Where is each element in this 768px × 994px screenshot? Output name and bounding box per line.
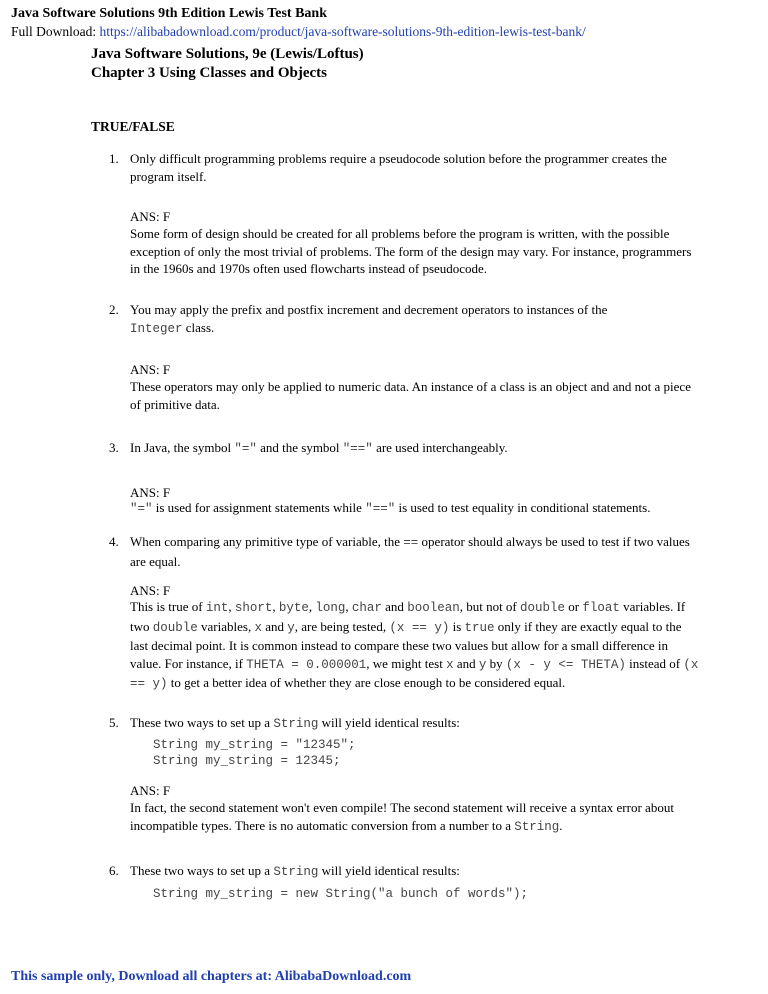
answer-label: ANS: F <box>130 362 171 377</box>
answer-explanation: These operators may only be applied to numeric data. An instance of a class is an object and and not a piece of primitive data. <box>130 379 691 412</box>
banner-title: Java Software Solutions 9th Edition Lewis Test Bank <box>11 6 327 21</box>
answer-explanation: In fact, the second statement won't even compile! The second statement will receive a syntax error about incompatible types. There is no automatic conversion from a number to a String. <box>130 800 674 834</box>
answer-explanation: Some form of design should be created for all problems before the program is written, with the possible exception of only the most trivial of problems. The form of the design may vary. For instance, programmers in the 1960s and 1970s often used flowcharts instead of pseudocode. <box>130 226 692 276</box>
question-number: 4. <box>109 534 119 549</box>
chapter-title: Chapter 3 Using Classes and Objects <box>91 65 327 81</box>
code-inline: Integer <box>130 321 183 336</box>
section-heading: TRUE/FALSE <box>91 119 175 134</box>
question-text: Only difficult programming problems require a pseudocode solution before the programmer creates the program itself. <box>130 151 667 184</box>
question-text: When comparing any primitive type of variable, the == operator should always be used to test if two values are equal. <box>130 534 690 569</box>
question-number: 5. <box>109 715 119 730</box>
question-text: You may apply the prefix and postfix increment and decrement operators to instances of the Integer class. <box>130 302 608 336</box>
question-number: 1. <box>109 151 119 166</box>
code-line: String my_string = "12345"; <box>153 738 356 752</box>
answer-label: ANS: F <box>130 485 171 500</box>
code-line: String my_string = 12345; <box>153 754 341 768</box>
answer-label: ANS: F <box>130 583 171 598</box>
question-text: These two ways to set up a String will yield identical results: <box>130 715 460 731</box>
question-text: In Java, the symbol "=" and the symbol "==" are used interchangeably. <box>130 440 508 456</box>
code-line: String my_string = new String("a bunch of words"); <box>153 887 529 901</box>
answer-label: ANS: F <box>130 209 171 224</box>
question-number: 3. <box>109 440 119 455</box>
document-heading <box>91 45 364 83</box>
answer-explanation: "=" is used for assignment statements while "==" is used to test equality in conditional statements. <box>130 500 651 516</box>
question-number: 6. <box>109 863 119 878</box>
footer-download-link[interactable]: This sample only, Download all chapters at: AlibabaDownload.com <box>11 969 412 984</box>
download-link[interactable]: https://alibabadownload.com/product/java-software-solutions-9th-edition-lewis-test-bank/ <box>99 24 586 39</box>
download-label: Full Download: <box>11 24 100 39</box>
book-title: Java Software Solutions, 9e (Lewis/Loftus) <box>91 46 364 62</box>
question-number: 2. <box>109 302 119 317</box>
question-text: These two ways to set up a String will yield identical results: <box>130 863 460 879</box>
answer-explanation: This is true of int, short, byte, long, char and boolean, but not of double or float variables. If two double variables, x and y, are being tested, (x == y) is true only if they are exactly equal to the last decimal point. It is common instead to compare these two values but allow for a small difference in value. For instance, if THETA = 0.000001, we might test x and y by (x - y <= THETA) instead of (x == y) to get a better idea of whether they are close enough to be considered equal. <box>130 599 699 691</box>
download-line <box>11 23 586 41</box>
answer-label: ANS: F <box>130 783 171 798</box>
